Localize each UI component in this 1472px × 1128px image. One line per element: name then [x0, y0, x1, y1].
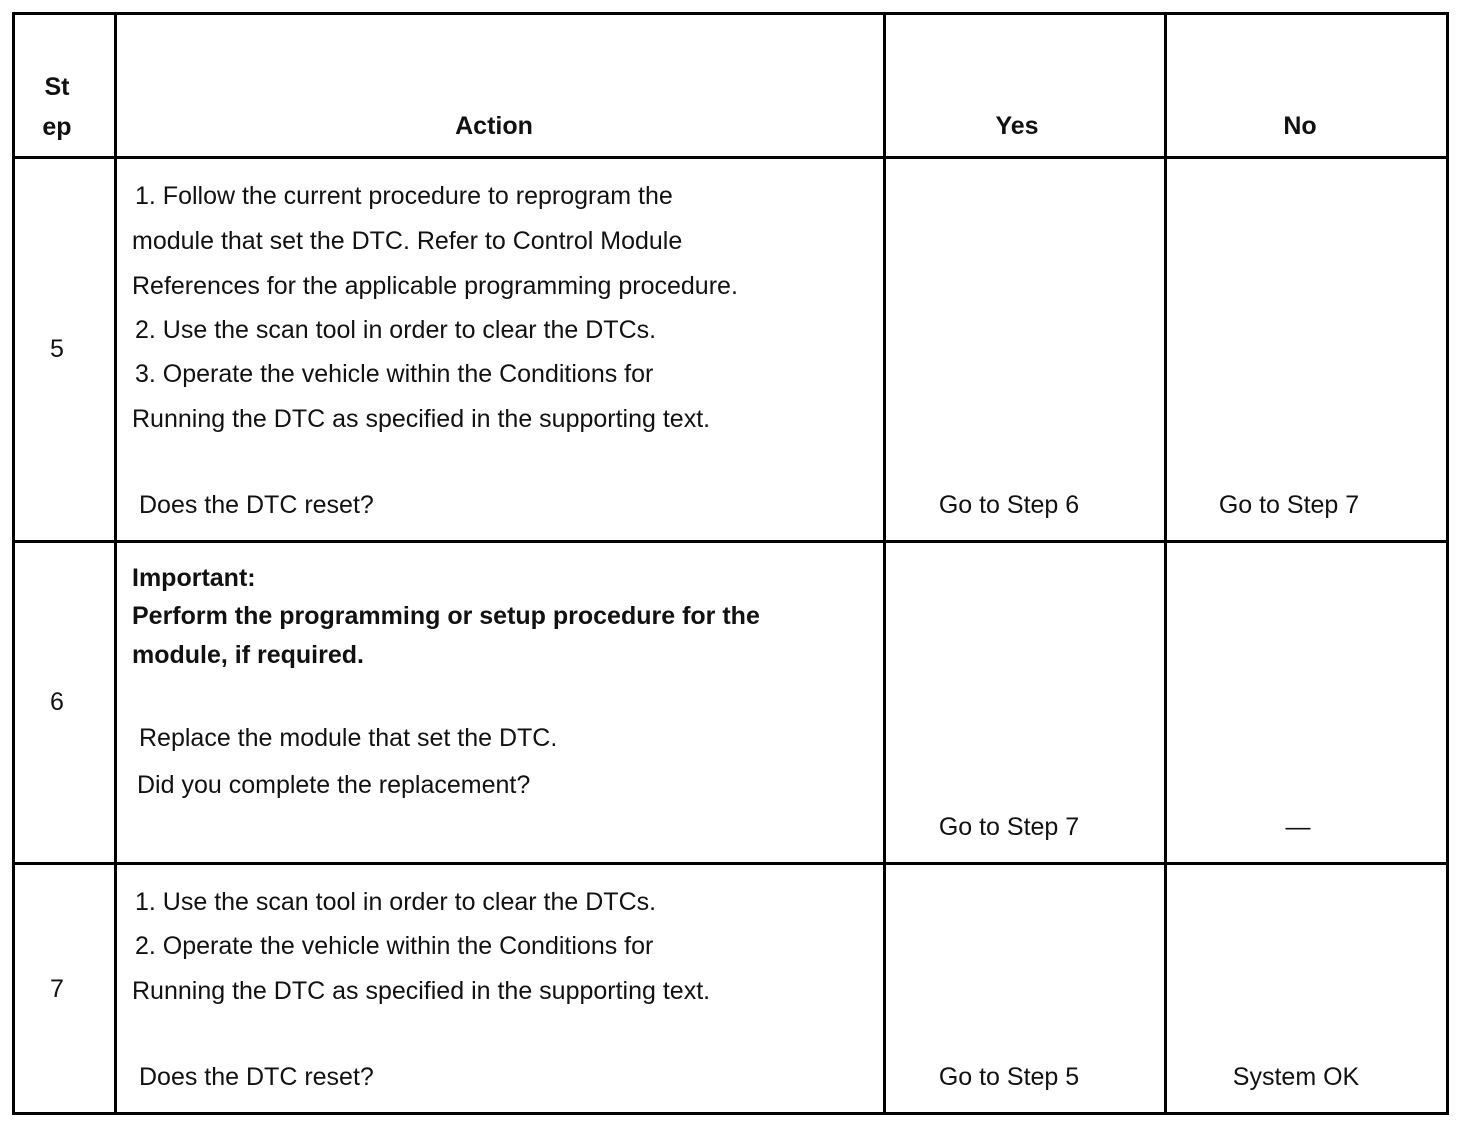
- action-line: Running the DTC as specified in the supporting text.: [132, 405, 711, 433]
- important-title: Important:: [132, 564, 256, 592]
- table-border-bottom: [12, 1112, 1448, 1115]
- row-divider: [12, 862, 1448, 865]
- header-divider: [12, 156, 1448, 159]
- header-action: Action: [455, 112, 533, 140]
- action-line: 2. Operate the vehicle within the Conditions for: [135, 932, 654, 960]
- action-question: Does the DTC reset?: [139, 1063, 374, 1091]
- no-result: Go to Step 7: [1218, 491, 1360, 519]
- step-number: 7: [50, 975, 64, 1003]
- action-instruction: Replace the module that set the DTC.: [139, 724, 558, 752]
- yes-result: Go to Step 5: [938, 1063, 1080, 1091]
- action-question: Does the DTC reset?: [139, 491, 374, 519]
- header-step: [42, 75, 71, 140]
- step-number: 5: [50, 335, 64, 363]
- action-line: 2. Use the scan tool in order to clear the DTCs.: [135, 316, 657, 344]
- header-step-line2: ep: [42, 113, 72, 141]
- action-question: Did you complete the replacement?: [137, 771, 531, 799]
- column-divider: [883, 12, 886, 1115]
- yes-result: Go to Step 7: [938, 813, 1080, 841]
- action-line: References for the applicable programming procedure.: [132, 272, 738, 300]
- action-line: 1. Follow the current procedure to reprogram the: [135, 182, 673, 210]
- action-line: Running the DTC as specified in the supporting text.: [132, 977, 711, 1005]
- yes-result: Go to Step 6: [938, 491, 1080, 519]
- column-divider: [114, 12, 117, 1115]
- header-yes: Yes: [995, 112, 1039, 140]
- table-border-left: [12, 12, 15, 1115]
- action-line: 3. Operate the vehicle within the Conditions for: [135, 360, 654, 388]
- header-no: No: [1283, 112, 1317, 140]
- table-border-right: [1446, 12, 1449, 1115]
- no-result: —: [1285, 813, 1311, 841]
- column-divider: [1164, 12, 1167, 1115]
- action-line: module that set the DTC. Refer to Control Module: [132, 227, 683, 255]
- action-line: 1. Use the scan tool in order to clear the DTCs.: [135, 888, 657, 916]
- important-line: module, if required.: [132, 641, 364, 669]
- table-border-top: [12, 12, 1448, 15]
- no-result: System OK: [1232, 1063, 1360, 1091]
- important-line: Perform the programming or setup procedure for the: [132, 602, 760, 630]
- step-number: 6: [50, 688, 64, 716]
- header-step-line1: St: [44, 73, 70, 101]
- row-divider: [12, 540, 1448, 543]
